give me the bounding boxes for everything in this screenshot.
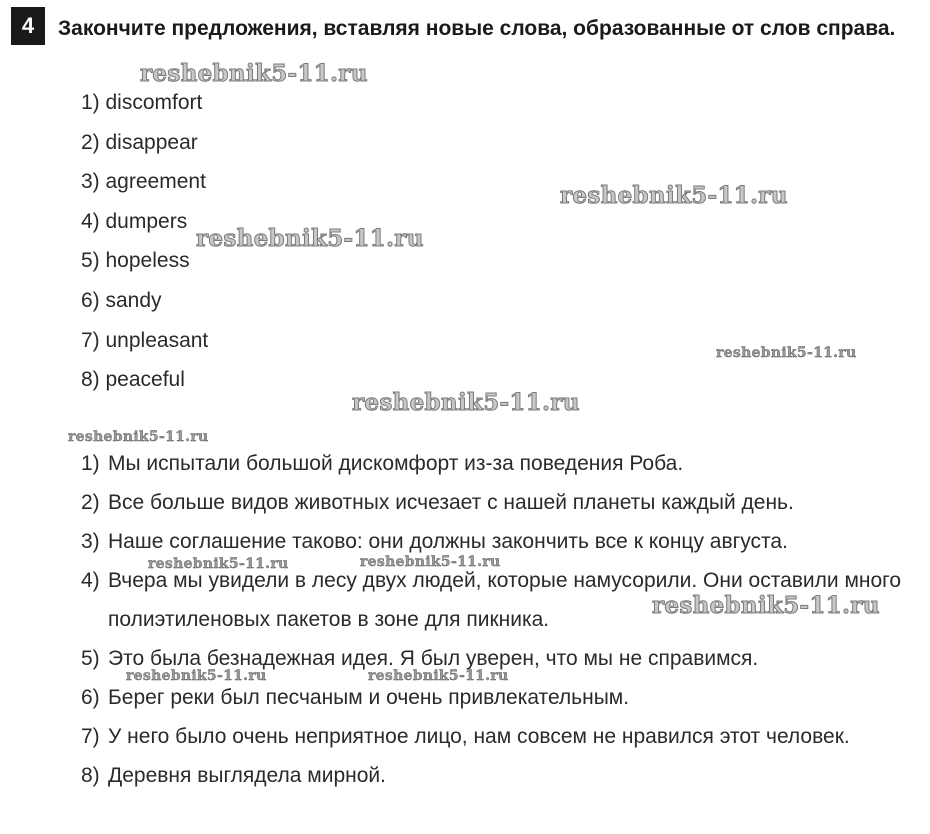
sentence-item [81, 717, 926, 756]
sentence-text: Деревня выглядела мирной. [108, 764, 386, 787]
sentence-number: 1) [81, 452, 100, 475]
watermark: reshebnik5-11.ru [716, 345, 857, 361]
sentence-text: Наше соглашение таково: они должны закончить все к концу августа. [108, 530, 788, 553]
sentence-text: Берег реки был песчаным и очень привлекательным. [108, 686, 630, 709]
answer-item: 1) discomfort [81, 91, 203, 114]
sentence-text: Мы испытали большой дискомфорт из-за поведения Роба. [108, 452, 684, 475]
sentence-text: Вчера мы увидели в лесу двух людей, которые намусорили. Они оставили много полиэтиленовых пакетов в зоне для пикника. [108, 569, 902, 631]
answer-item: 6) sandy [81, 288, 162, 312]
watermark: reshebnik5-11.ru [652, 592, 880, 619]
watermark: reshebnik5-11.ru [140, 60, 368, 87]
sentence-number: 3) [81, 530, 100, 553]
watermark: reshebnik5-11.ru [368, 668, 509, 684]
sentence-item [81, 444, 926, 483]
answer-item: 3) agreement [81, 170, 206, 194]
sentence-text: Все больше видов животных исчезает с нашей планеты каждый день. [108, 491, 794, 514]
task-number-badge: 4 [11, 7, 45, 45]
watermark: reshebnik5-11.ru [148, 556, 289, 572]
sentence-number: 6) [81, 686, 100, 709]
answer-item: 2) disappear [81, 130, 198, 154]
answer-item: 7) unpleasant [81, 328, 209, 352]
sentence-number: 7) [81, 725, 100, 748]
sentence-item [81, 756, 926, 795]
sentence-number: 4) [81, 569, 100, 592]
sentence-list [81, 444, 926, 795]
sentence-text: Это была безнадежная идея. Я был уверен, что мы не справимся. [108, 647, 759, 670]
answer-item: 8) peaceful [81, 368, 185, 392]
watermark: reshebnik5-11.ru [126, 668, 267, 684]
answer-item: 5) hopeless [81, 249, 190, 273]
sentence-item [81, 483, 926, 522]
answer-list [81, 86, 208, 403]
answer-item: 4) dumpers [81, 209, 188, 233]
sentence-number: 8) [81, 764, 100, 787]
watermark: reshebnik5-11.ru [352, 389, 580, 416]
watermark: reshebnik5-11.ru [360, 554, 501, 570]
task-title: Закончите предложения, вставляя новые слова, образованные от слов справа. [58, 17, 896, 40]
sentence-number: 5) [81, 647, 100, 670]
watermark: reshebnik5-11.ru [560, 182, 788, 209]
sentence-number: 2) [81, 491, 100, 514]
sentence-text: У него было очень неприятное лицо, нам совсем не нравился этот человек. [108, 725, 850, 748]
watermark: reshebnik5-11.ru [196, 225, 424, 252]
watermark: reshebnik5-11.ru [68, 429, 209, 445]
